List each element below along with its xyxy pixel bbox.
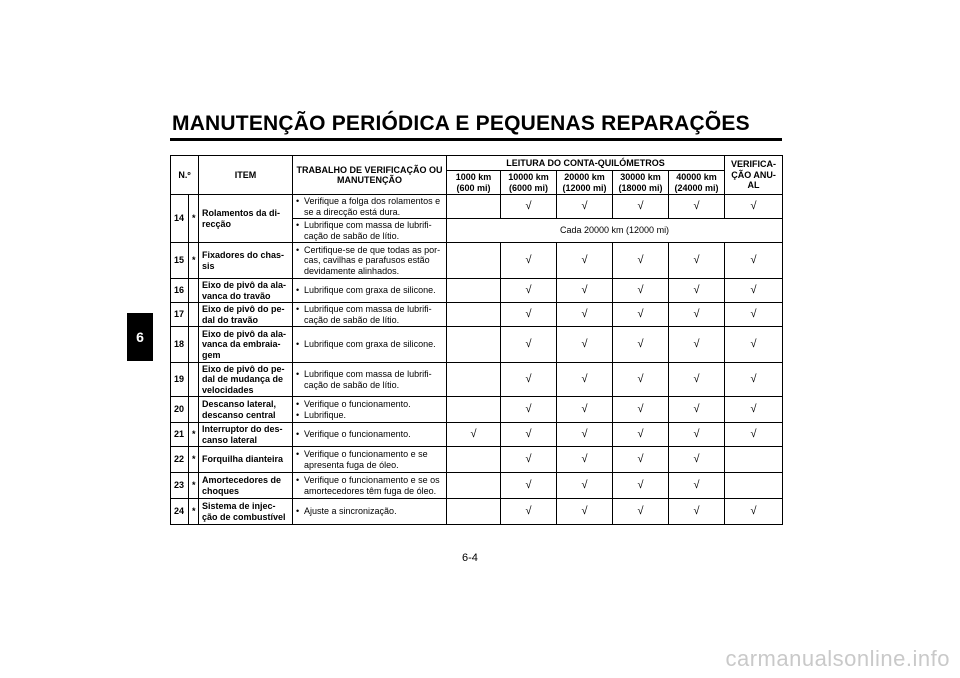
header-no: N.º: [171, 156, 199, 195]
chapter-tab: 6: [127, 313, 153, 361]
check-cell: √: [557, 397, 613, 423]
row-marker: *: [189, 447, 199, 473]
check-cell: √: [501, 327, 557, 363]
table-row: [171, 423, 783, 447]
bullet-icon: •: [296, 429, 300, 440]
check-cell: √: [725, 363, 783, 397]
check-cell: √: [557, 195, 613, 219]
check-cell: √: [501, 195, 557, 219]
bullet-icon: •: [296, 304, 300, 315]
task-text: Lubrifique com graxa de silicone.: [304, 285, 436, 296]
header-interval: [447, 171, 501, 195]
check-cell: √: [725, 303, 783, 327]
row-number: 21: [171, 423, 189, 447]
row-task: [293, 195, 447, 219]
task-text: Certifique-se de que todas as por-cas, cavilhas e parafusos estão devidamente alinhados.: [304, 244, 441, 276]
task-line: [296, 410, 443, 420]
table-row: [171, 499, 783, 525]
row-marker: *: [189, 499, 199, 525]
task-text: Verifique o funcionamento e se os amortecedores têm fuga de óleo.: [304, 475, 440, 496]
row-marker: *: [189, 473, 199, 499]
bullet-icon: •: [296, 244, 300, 255]
check-cell: √: [725, 423, 783, 447]
task-line: [296, 429, 443, 439]
check-cell: √: [669, 195, 725, 219]
check-cell: √: [557, 473, 613, 499]
interval-km: 40000 km: [676, 172, 717, 183]
row-marker: *: [189, 195, 199, 243]
task-text: Verifique a folga dos rolamentos e se a direcção está dura.: [304, 196, 441, 217]
task-text: Lubrifique com graxa de silicone.: [304, 339, 436, 350]
check-cell: √: [725, 279, 783, 303]
check-cell: √: [557, 423, 613, 447]
header-interval: [557, 171, 613, 195]
interval-mi: (600 mi): [456, 182, 491, 193]
check-cell: √: [725, 327, 783, 363]
header-interval: [501, 171, 557, 195]
interval-km: 30000 km: [620, 172, 661, 183]
task-text: Lubrifique.: [304, 409, 347, 420]
bullet-icon: •: [296, 449, 300, 460]
check-cell: [447, 327, 501, 363]
interval-km: 1000 km: [455, 172, 492, 183]
check-cell: √: [669, 243, 725, 279]
check-cell: √: [613, 499, 669, 525]
task-text: Verifique o funcionamento e se apresenta fuga de óleo.: [304, 449, 428, 470]
check-cell: √: [725, 397, 783, 423]
row-number: 23: [171, 473, 189, 499]
check-cell: √: [613, 327, 669, 363]
bullet-icon: •: [296, 220, 300, 231]
check-cell: √: [725, 243, 783, 279]
task-text: Lubrifique com massa de lubrifi-cação de sabão de lítio.: [304, 220, 432, 241]
check-cell: [447, 303, 501, 327]
check-cell: √: [557, 279, 613, 303]
row-task: [293, 473, 447, 499]
check-cell: √: [669, 363, 725, 397]
task-line: [296, 304, 443, 325]
row-task: [293, 397, 447, 423]
task-text: Verifique o funcionamento.: [304, 429, 411, 440]
bullet-icon: •: [296, 475, 300, 486]
maintenance-table: [170, 155, 783, 525]
row-item: Sistema de injec-ção de combustível: [199, 499, 293, 525]
bullet-icon: •: [296, 506, 300, 517]
row-marker: [189, 397, 199, 423]
check-cell: √: [501, 397, 557, 423]
table-row: [171, 473, 783, 499]
check-cell: [725, 447, 783, 473]
row-number: 24: [171, 499, 189, 525]
bullet-icon: •: [296, 399, 300, 410]
task-line: [296, 369, 443, 390]
row-item: Eixo de pivô da ala-vanca do travão: [199, 279, 293, 303]
task-text: Lubrifique com massa de lubrifi-cação de sabão de lítio.: [304, 304, 432, 325]
row-task: [293, 327, 447, 363]
check-cell: √: [669, 327, 725, 363]
row-item: Fixadores do chas-sis: [199, 243, 293, 279]
interval-mi: (24000 mi): [674, 182, 719, 193]
row-task: [293, 447, 447, 473]
check-cell: √: [501, 279, 557, 303]
row-number: 18: [171, 327, 189, 363]
check-cell: √: [725, 195, 783, 219]
page-title: MANUTENÇÃO PERIÓDICA E PEQUENAS REPARAÇÕES: [172, 112, 750, 135]
row-item: Forquilha dianteira: [199, 447, 293, 473]
row-number: 14: [171, 195, 189, 243]
watermark: carmanualsonline.info: [725, 646, 950, 671]
check-cell: √: [669, 303, 725, 327]
task-line: [296, 399, 443, 409]
check-cell: √: [725, 499, 783, 525]
interval-mi: (18000 mi): [618, 182, 663, 193]
row-task: [293, 243, 447, 279]
row-item: Rolamentos da di-recção: [199, 195, 293, 243]
row-marker: *: [189, 423, 199, 447]
task-line: [296, 449, 443, 470]
row-number: 16: [171, 279, 189, 303]
check-cell: [447, 279, 501, 303]
table-row: [171, 243, 783, 279]
check-cell: √: [669, 423, 725, 447]
row-item: Descanso lateral, descanso central: [199, 397, 293, 423]
check-cell: √: [557, 327, 613, 363]
check-cell: [447, 473, 501, 499]
bullet-icon: •: [296, 285, 300, 296]
row-task: [293, 303, 447, 327]
interval-km: 20000 km: [564, 172, 605, 183]
check-cell: [447, 397, 501, 423]
row-task: [293, 219, 447, 243]
check-cell: √: [501, 499, 557, 525]
check-cell: √: [501, 303, 557, 327]
row-marker: *: [189, 243, 199, 279]
task-line: [296, 475, 443, 496]
page-number: 6-4: [462, 552, 478, 564]
table-row: [171, 195, 783, 219]
row-marker: [189, 363, 199, 397]
task-line: [296, 506, 443, 516]
task-line: [296, 220, 443, 241]
check-cell: √: [557, 303, 613, 327]
row-number: 17: [171, 303, 189, 327]
task-line: [296, 339, 443, 349]
table-row: [171, 397, 783, 423]
interval-mi: (6000 mi): [509, 182, 549, 193]
check-cell: √: [613, 447, 669, 473]
check-cell: √: [613, 303, 669, 327]
check-cell: √: [557, 363, 613, 397]
row-item: Eixo de pivô da ala-vanca da embraia-gem: [199, 327, 293, 363]
row-number: 22: [171, 447, 189, 473]
header-interval: [669, 171, 725, 195]
check-cell: √: [501, 363, 557, 397]
check-cell: √: [613, 195, 669, 219]
check-cell: [725, 473, 783, 499]
check-cell: √: [613, 363, 669, 397]
interval-mi: (12000 mi): [562, 182, 607, 193]
row-task: [293, 279, 447, 303]
interval-km: 10000 km: [508, 172, 549, 183]
check-cell: √: [501, 447, 557, 473]
check-cell: √: [613, 279, 669, 303]
check-cell: √: [669, 397, 725, 423]
task-text: Ajuste a sincronização.: [304, 506, 397, 517]
row-item: Interruptor do des-canso lateral: [199, 423, 293, 447]
check-cell: √: [501, 423, 557, 447]
table-row: [171, 303, 783, 327]
row-number: 20: [171, 397, 189, 423]
check-cell: [447, 195, 501, 219]
check-cell: √: [669, 447, 725, 473]
check-cell: √: [613, 423, 669, 447]
check-cell: √: [557, 243, 613, 279]
row-marker: [189, 327, 199, 363]
header-interval: [613, 171, 669, 195]
bullet-icon: •: [296, 196, 300, 207]
check-cell: √: [613, 473, 669, 499]
row-marker: [189, 279, 199, 303]
check-cell: √: [669, 279, 725, 303]
header-task: TRABALHO DE VERIFICAÇÃO OU MANUTENÇÃO: [293, 156, 447, 195]
row-marker: [189, 303, 199, 327]
check-cell: √: [557, 499, 613, 525]
table-row: [171, 447, 783, 473]
check-cell: [447, 363, 501, 397]
row-task: [293, 363, 447, 397]
check-cell: √: [613, 397, 669, 423]
row-item: Amortecedores de choques: [199, 473, 293, 499]
check-cell: √: [613, 243, 669, 279]
check-cell: √: [501, 473, 557, 499]
check-cell: [447, 243, 501, 279]
header-item: ITEM: [199, 156, 293, 195]
check-cell: [447, 447, 501, 473]
task-line: [296, 196, 443, 217]
header-annual: VERIFICA-ÇÃO ANU-AL: [725, 156, 783, 195]
task-line: [296, 285, 443, 295]
row-number: 19: [171, 363, 189, 397]
task-text: Lubrifique com massa de lubrifi-cação de sabão de lítio.: [304, 369, 432, 390]
row-number: 15: [171, 243, 189, 279]
bullet-icon: •: [296, 369, 300, 380]
table-row: [171, 363, 783, 397]
table-row: [171, 279, 783, 303]
check-cell: √: [501, 243, 557, 279]
header-odometer: LEITURA DO CONTA-QUILÓMETROS: [447, 156, 725, 171]
task-line: [296, 245, 443, 276]
task-text: Verifique o funcionamento.: [304, 399, 411, 410]
check-cell: √: [669, 473, 725, 499]
row-item: Eixo de pivô do pe-dal de mudança de velocidades: [199, 363, 293, 397]
bullet-icon: •: [296, 339, 300, 350]
table-row: [171, 327, 783, 363]
check-cell: [447, 499, 501, 525]
row-task: [293, 423, 447, 447]
check-cell: √: [669, 499, 725, 525]
check-cell: √: [557, 447, 613, 473]
title-rule: [170, 138, 782, 141]
check-cell: √: [447, 423, 501, 447]
interval-note: Cada 20000 km (12000 mi): [447, 219, 783, 243]
row-item: Eixo de pivô do pe-dal do travão: [199, 303, 293, 327]
row-task: [293, 499, 447, 525]
bullet-icon: •: [296, 409, 300, 420]
